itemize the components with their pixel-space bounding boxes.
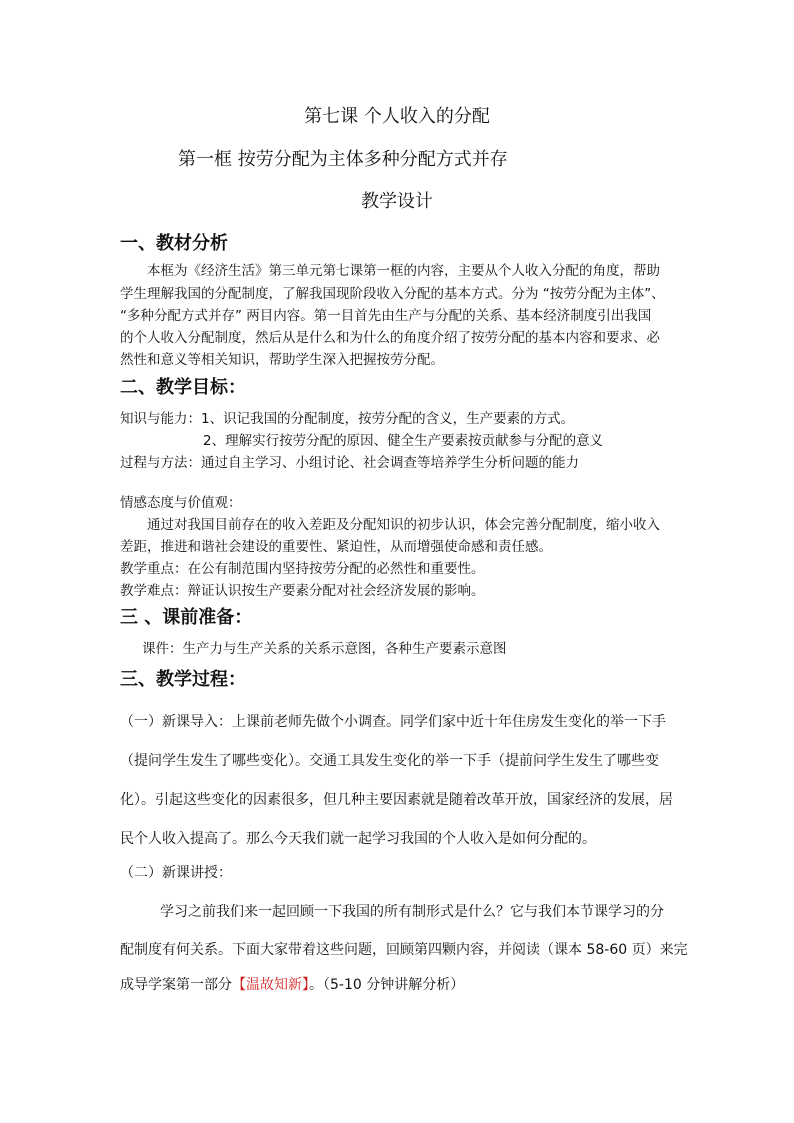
textbook-analysis-line: 学生理解我国的分配制度，了解我国现阶段收入分配的基本方式。分为 “按劳分配为主体”、: [120, 286, 665, 302]
lecture-line: 学习之前我们来一起回顾一下我国的所有制形式是什么？它与我们本节课学习的分: [160, 904, 664, 920]
difficult-point: 教学难点：辩证认识按生产要素分配对社会经济发展的影响。: [120, 583, 485, 599]
key-point: 教学重点：在公有制范围内坚持按劳分配的必然性和重要性。: [120, 561, 485, 577]
intro-line: （提问学生发生了哪些变化）。交通工具发生变化的举一下手（提前问学生发生了哪些变: [120, 753, 659, 769]
design-title: 教学设计: [361, 191, 433, 212]
section-heading-teaching-goals: 二、教学目标：: [120, 377, 246, 398]
intro-line: 化）。引起这些变化的因素很多，但几种主要因素就是随着改革开放，国家经济的发展，居: [120, 792, 673, 808]
frame-title: 第一框 按劳分配为主体多种分配方式并存: [178, 149, 508, 170]
textbook-analysis-line: 然性和意义等相关知识，帮助学生深入把握按劳分配。: [120, 352, 444, 368]
emotion-label: 情感态度与价值观：: [120, 495, 242, 511]
intro-line: 民个人收入提高了。那么今天我们就一起学习我国的个人收入是如何分配的。: [120, 831, 596, 847]
knowledge-ability-2: 2、理解实行按劳分配的原因、健全生产要素按贡献参与分配的意义: [203, 433, 604, 449]
lecture-last-line: [120, 975, 464, 995]
lesson-title: 第七课 个人收入的分配: [304, 106, 490, 127]
knowledge-ability-1: 知识与能力：1、识记我国的分配制度，按劳分配的含义，生产要素的方式。: [120, 411, 575, 427]
section-heading-preparation: 三 、课前准备：: [120, 607, 253, 628]
courseware-line: 课件：生产力与生产关系的关系示意图，各种生产要素示意图: [142, 641, 507, 657]
section-heading-teaching-process: 三、教学过程：: [120, 669, 246, 690]
textbook-analysis-line: 的个人收入分配制度，然后从是什么和为什么的角度介绍了按劳分配的基本内容和要求、必: [120, 330, 660, 346]
textbook-analysis-line: 本框为《经济生活》第三单元第七课第一框的内容，主要从个人收入分配的角度，帮助: [147, 263, 660, 279]
lecture-last-suffix: 。（5-10 分钟讲解分析）: [309, 977, 465, 993]
lecture-label: （二）新课讲授：: [120, 865, 232, 881]
review-highlight: 【温故知新】: [232, 977, 309, 993]
lecture-last-prefix: 成导学案第一部分: [120, 977, 232, 993]
textbook-analysis-line: “多种分配方式并存” 两目内容。第一目首先由生产与分配的关系、基本经济制度引出我国: [120, 308, 652, 324]
intro-line: （一）新课导入：上课前老师先做个小调查。同学们家中近十年住房发生变化的举一下手: [120, 714, 666, 730]
lecture-line: 配制度有何关系。下面大家带着这些问题，回顾第四颗内容，并阅读（课本 58-60 页）来完: [120, 942, 688, 958]
emotion-line: 通过对我国目前存在的收入差距及分配知识的初步认识，体会完善分配制度，缩小收入: [147, 517, 660, 533]
section-heading-textbook-analysis: 一、教材分析: [120, 233, 228, 254]
process-method: 过程与方法：通过自主学习、小组讨论、社会调查等培养学生分析问题的能力: [120, 455, 579, 471]
emotion-line: 差距，推进和谐社会建设的重要性、紧迫性，从而增强使命感和责任感。: [120, 539, 552, 555]
